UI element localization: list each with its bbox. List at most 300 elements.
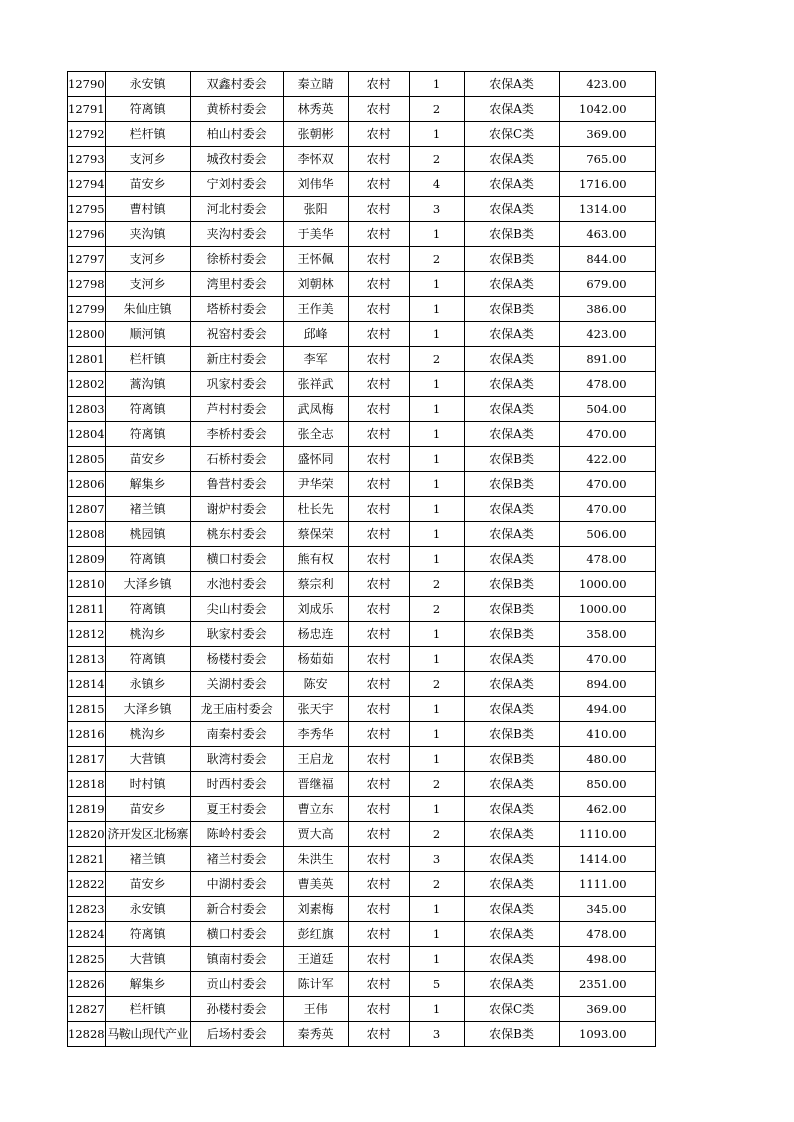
record-id-cell: 12803 xyxy=(68,397,106,422)
village-committee-cell: 镇南村委会 xyxy=(190,947,283,972)
person-name-cell: 秦秀英 xyxy=(283,1022,348,1047)
village-committee-cell: 祝窑村委会 xyxy=(190,322,283,347)
person-name-cell: 蔡宗利 xyxy=(283,572,348,597)
amount-cell: 423.00 xyxy=(559,322,655,347)
person-name-cell: 杨忠连 xyxy=(283,622,348,647)
member-count-cell: 1 xyxy=(409,622,464,647)
record-id-cell: 12824 xyxy=(68,922,106,947)
person-name-cell: 李军 xyxy=(283,347,348,372)
household-type-cell: 农村 xyxy=(348,722,409,747)
household-type-cell: 农村 xyxy=(348,97,409,122)
person-name-cell: 刘朝林 xyxy=(283,272,348,297)
village-committee-cell: 桃东村委会 xyxy=(190,522,283,547)
town-cell: 褚兰镇 xyxy=(105,497,190,522)
insurance-category-cell: 农保A类 xyxy=(464,797,559,822)
person-name-cell: 李怀双 xyxy=(283,147,348,172)
insurance-category-cell: 农保A类 xyxy=(464,397,559,422)
town-cell: 栏杆镇 xyxy=(105,122,190,147)
village-committee-cell: 横口村委会 xyxy=(190,547,283,572)
table-row xyxy=(68,147,656,172)
village-committee-cell: 石桥村委会 xyxy=(190,447,283,472)
person-name-cell: 张天宇 xyxy=(283,697,348,722)
amount-cell: 679.00 xyxy=(559,272,655,297)
person-name-cell: 刘伟华 xyxy=(283,172,348,197)
table-row xyxy=(68,197,656,222)
amount-cell: 765.00 xyxy=(559,147,655,172)
town-cell: 顺河镇 xyxy=(105,322,190,347)
insurance-category-cell: 农保A类 xyxy=(464,72,559,97)
person-name-cell: 张阳 xyxy=(283,197,348,222)
town-cell: 桃沟乡 xyxy=(105,722,190,747)
amount-cell: 1110.00 xyxy=(559,822,655,847)
amount-cell: 369.00 xyxy=(559,997,655,1022)
insurance-category-cell: 农保B类 xyxy=(464,747,559,772)
household-type-cell: 农村 xyxy=(348,797,409,822)
household-type-cell: 农村 xyxy=(348,397,409,422)
table-row xyxy=(68,822,656,847)
person-name-cell: 秦立睛 xyxy=(283,72,348,97)
amount-cell: 478.00 xyxy=(559,922,655,947)
table-row xyxy=(68,1022,656,1047)
village-committee-cell: 陈岭村委会 xyxy=(190,822,283,847)
amount-cell: 1000.00 xyxy=(559,597,655,622)
insurance-category-cell: 农保A类 xyxy=(464,497,559,522)
record-id-cell: 12822 xyxy=(68,872,106,897)
town-cell: 符离镇 xyxy=(105,397,190,422)
household-type-cell: 农村 xyxy=(348,947,409,972)
table-row xyxy=(68,72,656,97)
village-committee-cell: 双鑫村委会 xyxy=(190,72,283,97)
insurance-category-cell: 农保B类 xyxy=(464,222,559,247)
amount-cell: 470.00 xyxy=(559,472,655,497)
member-count-cell: 1 xyxy=(409,947,464,972)
household-type-cell: 农村 xyxy=(348,297,409,322)
insurance-category-cell: 农保C类 xyxy=(464,122,559,147)
town-cell: 时村镇 xyxy=(105,772,190,797)
benefits-table xyxy=(67,71,656,1047)
household-type-cell: 农村 xyxy=(348,972,409,997)
amount-cell: 1093.00 xyxy=(559,1022,655,1047)
town-cell: 桃沟乡 xyxy=(105,622,190,647)
insurance-category-cell: 农保B类 xyxy=(464,1022,559,1047)
member-count-cell: 1 xyxy=(409,322,464,347)
insurance-category-cell: 农保A类 xyxy=(464,672,559,697)
amount-cell: 494.00 xyxy=(559,697,655,722)
record-id-cell: 12805 xyxy=(68,447,106,472)
household-type-cell: 农村 xyxy=(348,772,409,797)
household-type-cell: 农村 xyxy=(348,472,409,497)
village-committee-cell: 中湖村委会 xyxy=(190,872,283,897)
town-cell: 马鞍山现代产业 xyxy=(105,1022,190,1047)
insurance-category-cell: 农保A类 xyxy=(464,172,559,197)
person-name-cell: 朱洪生 xyxy=(283,847,348,872)
amount-cell: 891.00 xyxy=(559,347,655,372)
town-cell: 解集乡 xyxy=(105,472,190,497)
village-committee-cell: 横口村委会 xyxy=(190,922,283,947)
insurance-category-cell: 农保A类 xyxy=(464,822,559,847)
record-id-cell: 12819 xyxy=(68,797,106,822)
record-id-cell: 12823 xyxy=(68,897,106,922)
table-row xyxy=(68,247,656,272)
amount-cell: 478.00 xyxy=(559,372,655,397)
member-count-cell: 1 xyxy=(409,222,464,247)
household-type-cell: 农村 xyxy=(348,597,409,622)
town-cell: 苗安乡 xyxy=(105,872,190,897)
town-cell: 大营镇 xyxy=(105,947,190,972)
village-committee-cell: 新合村委会 xyxy=(190,897,283,922)
village-committee-cell: 黄桥村委会 xyxy=(190,97,283,122)
amount-cell: 463.00 xyxy=(559,222,655,247)
table-row xyxy=(68,397,656,422)
member-count-cell: 1 xyxy=(409,272,464,297)
member-count-cell: 1 xyxy=(409,472,464,497)
table-row xyxy=(68,722,656,747)
amount-cell: 358.00 xyxy=(559,622,655,647)
table-row xyxy=(68,572,656,597)
table-row xyxy=(68,872,656,897)
table-body xyxy=(68,72,656,1047)
amount-cell: 1000.00 xyxy=(559,572,655,597)
town-cell: 朱仙庄镇 xyxy=(105,297,190,322)
village-committee-cell: 杨楼村委会 xyxy=(190,647,283,672)
village-committee-cell: 徐桥村委会 xyxy=(190,247,283,272)
amount-cell: 506.00 xyxy=(559,522,655,547)
table-row xyxy=(68,997,656,1022)
household-type-cell: 农村 xyxy=(348,1022,409,1047)
table-row xyxy=(68,847,656,872)
town-cell: 永安镇 xyxy=(105,72,190,97)
household-type-cell: 农村 xyxy=(348,147,409,172)
insurance-category-cell: 农保A类 xyxy=(464,772,559,797)
household-type-cell: 农村 xyxy=(348,372,409,397)
amount-cell: 462.00 xyxy=(559,797,655,822)
member-count-cell: 1 xyxy=(409,897,464,922)
town-cell: 栏杆镇 xyxy=(105,347,190,372)
member-count-cell: 2 xyxy=(409,872,464,897)
insurance-category-cell: 农保B类 xyxy=(464,597,559,622)
person-name-cell: 蔡保荣 xyxy=(283,522,348,547)
member-count-cell: 2 xyxy=(409,597,464,622)
benefits-table-sheet xyxy=(67,71,656,1047)
person-name-cell: 曹立东 xyxy=(283,797,348,822)
table-row xyxy=(68,797,656,822)
member-count-cell: 1 xyxy=(409,297,464,322)
amount-cell: 498.00 xyxy=(559,947,655,972)
village-committee-cell: 关湖村委会 xyxy=(190,672,283,697)
insurance-category-cell: 农保A类 xyxy=(464,947,559,972)
village-committee-cell: 贡山村委会 xyxy=(190,972,283,997)
person-name-cell: 盛怀同 xyxy=(283,447,348,472)
member-count-cell: 2 xyxy=(409,672,464,697)
town-cell: 符离镇 xyxy=(105,922,190,947)
record-id-cell: 12810 xyxy=(68,572,106,597)
village-committee-cell: 李桥村委会 xyxy=(190,422,283,447)
table-row xyxy=(68,897,656,922)
member-count-cell: 1 xyxy=(409,422,464,447)
member-count-cell: 3 xyxy=(409,197,464,222)
household-type-cell: 农村 xyxy=(348,447,409,472)
village-committee-cell: 耿湾村委会 xyxy=(190,747,283,772)
town-cell: 大泽乡镇 xyxy=(105,572,190,597)
table-row xyxy=(68,422,656,447)
amount-cell: 422.00 xyxy=(559,447,655,472)
record-id-cell: 12820 xyxy=(68,822,106,847)
household-type-cell: 农村 xyxy=(348,622,409,647)
person-name-cell: 陈安 xyxy=(283,672,348,697)
household-type-cell: 农村 xyxy=(348,347,409,372)
member-count-cell: 2 xyxy=(409,97,464,122)
insurance-category-cell: 农保A类 xyxy=(464,697,559,722)
amount-cell: 470.00 xyxy=(559,647,655,672)
person-name-cell: 王伟 xyxy=(283,997,348,1022)
village-committee-cell: 宁刘村委会 xyxy=(190,172,283,197)
member-count-cell: 1 xyxy=(409,722,464,747)
town-cell: 支河乡 xyxy=(105,247,190,272)
member-count-cell: 2 xyxy=(409,247,464,272)
household-type-cell: 农村 xyxy=(348,822,409,847)
amount-cell: 369.00 xyxy=(559,122,655,147)
person-name-cell: 杜长先 xyxy=(283,497,348,522)
insurance-category-cell: 农保B类 xyxy=(464,472,559,497)
table-row xyxy=(68,122,656,147)
person-name-cell: 王怀佩 xyxy=(283,247,348,272)
amount-cell: 1414.00 xyxy=(559,847,655,872)
insurance-category-cell: 农保B类 xyxy=(464,722,559,747)
person-name-cell: 张全志 xyxy=(283,422,348,447)
amount-cell: 1314.00 xyxy=(559,197,655,222)
insurance-category-cell: 农保A类 xyxy=(464,372,559,397)
member-count-cell: 1 xyxy=(409,447,464,472)
person-name-cell: 杨茹茹 xyxy=(283,647,348,672)
town-cell: 符离镇 xyxy=(105,547,190,572)
household-type-cell: 农村 xyxy=(348,547,409,572)
amount-cell: 844.00 xyxy=(559,247,655,272)
town-cell: 永安镇 xyxy=(105,897,190,922)
record-id-cell: 12799 xyxy=(68,297,106,322)
household-type-cell: 农村 xyxy=(348,847,409,872)
member-count-cell: 1 xyxy=(409,522,464,547)
amount-cell: 423.00 xyxy=(559,72,655,97)
table-row xyxy=(68,622,656,647)
person-name-cell: 刘素梅 xyxy=(283,897,348,922)
member-count-cell: 1 xyxy=(409,997,464,1022)
member-count-cell: 1 xyxy=(409,797,464,822)
insurance-category-cell: 农保A类 xyxy=(464,522,559,547)
town-cell: 大营镇 xyxy=(105,747,190,772)
table-row xyxy=(68,672,656,697)
insurance-category-cell: 农保A类 xyxy=(464,272,559,297)
member-count-cell: 2 xyxy=(409,147,464,172)
village-committee-cell: 河北村委会 xyxy=(190,197,283,222)
insurance-category-cell: 农保C类 xyxy=(464,997,559,1022)
town-cell: 符离镇 xyxy=(105,597,190,622)
insurance-category-cell: 农保A类 xyxy=(464,347,559,372)
member-count-cell: 4 xyxy=(409,172,464,197)
town-cell: 蒿沟镇 xyxy=(105,372,190,397)
person-name-cell: 张祥武 xyxy=(283,372,348,397)
person-name-cell: 贾大高 xyxy=(283,822,348,847)
insurance-category-cell: 农保B类 xyxy=(464,297,559,322)
record-id-cell: 12796 xyxy=(68,222,106,247)
record-id-cell: 12815 xyxy=(68,697,106,722)
town-cell: 曹村镇 xyxy=(105,197,190,222)
record-id-cell: 12826 xyxy=(68,972,106,997)
record-id-cell: 12812 xyxy=(68,622,106,647)
household-type-cell: 农村 xyxy=(348,697,409,722)
amount-cell: 2351.00 xyxy=(559,972,655,997)
town-cell: 永镇乡 xyxy=(105,672,190,697)
table-row xyxy=(68,597,656,622)
record-id-cell: 12798 xyxy=(68,272,106,297)
record-id-cell: 12814 xyxy=(68,672,106,697)
village-committee-cell: 谢炉村委会 xyxy=(190,497,283,522)
person-name-cell: 熊有权 xyxy=(283,547,348,572)
village-committee-cell: 湾里村委会 xyxy=(190,272,283,297)
person-name-cell: 于美华 xyxy=(283,222,348,247)
table-row xyxy=(68,547,656,572)
table-row xyxy=(68,297,656,322)
insurance-category-cell: 农保A类 xyxy=(464,922,559,947)
insurance-category-cell: 农保A类 xyxy=(464,147,559,172)
record-id-cell: 12809 xyxy=(68,547,106,572)
village-committee-cell: 水池村委会 xyxy=(190,572,283,597)
member-count-cell: 3 xyxy=(409,1022,464,1047)
town-cell: 桃园镇 xyxy=(105,522,190,547)
household-type-cell: 农村 xyxy=(348,422,409,447)
village-committee-cell: 耿家村委会 xyxy=(190,622,283,647)
person-name-cell: 张朝彬 xyxy=(283,122,348,147)
record-id-cell: 12791 xyxy=(68,97,106,122)
person-name-cell: 王道廷 xyxy=(283,947,348,972)
household-type-cell: 农村 xyxy=(348,872,409,897)
household-type-cell: 农村 xyxy=(348,272,409,297)
household-type-cell: 农村 xyxy=(348,322,409,347)
table-row xyxy=(68,472,656,497)
person-name-cell: 晋继福 xyxy=(283,772,348,797)
record-id-cell: 12790 xyxy=(68,72,106,97)
village-committee-cell: 夹沟村委会 xyxy=(190,222,283,247)
insurance-category-cell: 农保A类 xyxy=(464,847,559,872)
amount-cell: 1716.00 xyxy=(559,172,655,197)
member-count-cell: 1 xyxy=(409,547,464,572)
town-cell: 济开发区北杨寨 xyxy=(105,822,190,847)
amount-cell: 470.00 xyxy=(559,422,655,447)
member-count-cell: 1 xyxy=(409,697,464,722)
insurance-category-cell: 农保A类 xyxy=(464,97,559,122)
household-type-cell: 农村 xyxy=(348,247,409,272)
person-name-cell: 邱峰 xyxy=(283,322,348,347)
household-type-cell: 农村 xyxy=(348,172,409,197)
town-cell: 大泽乡镇 xyxy=(105,697,190,722)
table-row xyxy=(68,522,656,547)
household-type-cell: 农村 xyxy=(348,747,409,772)
village-committee-cell: 褚兰村委会 xyxy=(190,847,283,872)
person-name-cell: 陈计军 xyxy=(283,972,348,997)
amount-cell: 480.00 xyxy=(559,747,655,772)
table-row xyxy=(68,497,656,522)
village-committee-cell: 新庄村委会 xyxy=(190,347,283,372)
town-cell: 支河乡 xyxy=(105,147,190,172)
member-count-cell: 1 xyxy=(409,497,464,522)
village-committee-cell: 巩家村委会 xyxy=(190,372,283,397)
town-cell: 支河乡 xyxy=(105,272,190,297)
village-committee-cell: 塔桥村委会 xyxy=(190,297,283,322)
member-count-cell: 2 xyxy=(409,822,464,847)
amount-cell: 894.00 xyxy=(559,672,655,697)
village-committee-cell: 柏山村委会 xyxy=(190,122,283,147)
household-type-cell: 农村 xyxy=(348,522,409,547)
person-name-cell: 王启龙 xyxy=(283,747,348,772)
member-count-cell: 1 xyxy=(409,747,464,772)
record-id-cell: 12797 xyxy=(68,247,106,272)
household-type-cell: 农村 xyxy=(348,897,409,922)
table-row xyxy=(68,172,656,197)
village-committee-cell: 夏王村委会 xyxy=(190,797,283,822)
household-type-cell: 农村 xyxy=(348,922,409,947)
record-id-cell: 12801 xyxy=(68,347,106,372)
town-cell: 苗安乡 xyxy=(105,797,190,822)
record-id-cell: 12792 xyxy=(68,122,106,147)
member-count-cell: 1 xyxy=(409,72,464,97)
town-cell: 褚兰镇 xyxy=(105,847,190,872)
person-name-cell: 曹美英 xyxy=(283,872,348,897)
record-id-cell: 12827 xyxy=(68,997,106,1022)
amount-cell: 470.00 xyxy=(559,497,655,522)
village-committee-cell: 城孜村委会 xyxy=(190,147,283,172)
person-name-cell: 刘成乐 xyxy=(283,597,348,622)
person-name-cell: 林秀英 xyxy=(283,97,348,122)
member-count-cell: 1 xyxy=(409,922,464,947)
insurance-category-cell: 农保A类 xyxy=(464,897,559,922)
town-cell: 苗安乡 xyxy=(105,172,190,197)
insurance-category-cell: 农保B类 xyxy=(464,622,559,647)
insurance-category-cell: 农保A类 xyxy=(464,422,559,447)
member-count-cell: 1 xyxy=(409,122,464,147)
record-id-cell: 12817 xyxy=(68,747,106,772)
record-id-cell: 12793 xyxy=(68,147,106,172)
person-name-cell: 尹华荣 xyxy=(283,472,348,497)
person-name-cell: 王作美 xyxy=(283,297,348,322)
record-id-cell: 12802 xyxy=(68,372,106,397)
household-type-cell: 农村 xyxy=(348,497,409,522)
amount-cell: 504.00 xyxy=(559,397,655,422)
village-committee-cell: 龙王庙村委会 xyxy=(190,697,283,722)
town-cell: 栏杆镇 xyxy=(105,997,190,1022)
table-row xyxy=(68,747,656,772)
record-id-cell: 12806 xyxy=(68,472,106,497)
table-row xyxy=(68,347,656,372)
village-committee-cell: 南秦村委会 xyxy=(190,722,283,747)
record-id-cell: 12804 xyxy=(68,422,106,447)
amount-cell: 1111.00 xyxy=(559,872,655,897)
table-row xyxy=(68,272,656,297)
table-row xyxy=(68,772,656,797)
table-row xyxy=(68,922,656,947)
table-row xyxy=(68,322,656,347)
household-type-cell: 农村 xyxy=(348,672,409,697)
household-type-cell: 农村 xyxy=(348,222,409,247)
record-id-cell: 12816 xyxy=(68,722,106,747)
record-id-cell: 12808 xyxy=(68,522,106,547)
table-row xyxy=(68,372,656,397)
village-committee-cell: 鲁营村委会 xyxy=(190,472,283,497)
insurance-category-cell: 农保A类 xyxy=(464,197,559,222)
village-committee-cell: 孙楼村委会 xyxy=(190,997,283,1022)
person-name-cell: 彭红旗 xyxy=(283,922,348,947)
member-count-cell: 1 xyxy=(409,372,464,397)
insurance-category-cell: 农保A类 xyxy=(464,322,559,347)
record-id-cell: 12795 xyxy=(68,197,106,222)
